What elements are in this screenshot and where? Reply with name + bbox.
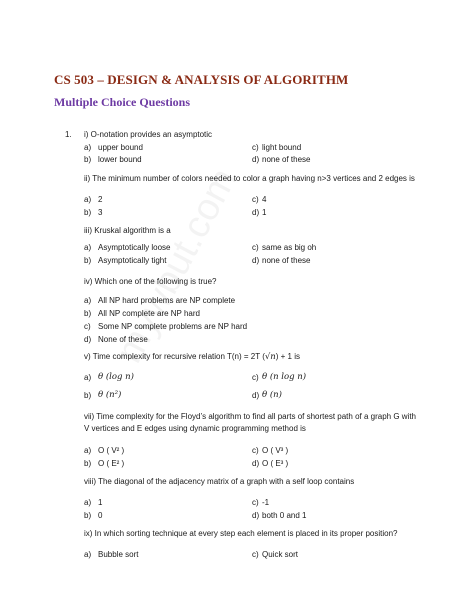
option-label: a) [84, 498, 92, 507]
option-text: 2 [98, 195, 103, 204]
option-label: d) [84, 335, 92, 344]
option-text: θ (n log n) [262, 372, 307, 382]
option-text: both 0 and 1 [262, 511, 307, 520]
option-label: c) [252, 143, 259, 152]
option-text: lower bound [98, 155, 142, 164]
question-text: iii) Kruskal algorithm is a [84, 226, 171, 235]
question-text-suffix: ) + 1 is [275, 352, 300, 361]
option-text: same as big oh [262, 243, 317, 252]
question-text: ix) In which sorting technique at every step each element is placed in its proper position? [84, 529, 398, 538]
option-label: a) [84, 446, 92, 455]
option-label: d) [252, 511, 260, 520]
option-label: d) [252, 256, 260, 265]
option-label: c) [252, 243, 259, 252]
option-label: b) [84, 511, 92, 520]
option-label: d) [252, 459, 260, 468]
option-label: b) [84, 309, 92, 318]
option-text: All NP complete are NP hard [98, 309, 200, 318]
option-label: b) [84, 155, 92, 164]
option-text: O ( V³ ) [262, 446, 289, 455]
question-text: iv) Which one of the following is true? [84, 277, 217, 286]
option-label: a) [84, 550, 92, 559]
option-text: θ (n²) [98, 390, 122, 400]
option-text: O ( E³ ) [262, 459, 289, 468]
option-label: a) [84, 296, 92, 305]
option-label: b) [84, 391, 92, 400]
option-label: a) [84, 373, 92, 382]
question-text: viii) The diagonal of the adjacency matrix of a graph with a self loop contains [84, 477, 355, 486]
option-label: c) [252, 550, 259, 559]
option-text: light bound [262, 143, 302, 152]
document-subtitle: Multiple Choice Questions [54, 95, 191, 109]
question-text: ii) The minimum number of colors needed to color a graph having n>3 vertices and 2 edges is [84, 174, 415, 183]
question-number: 1. [65, 130, 72, 139]
option-text: 1 [98, 498, 103, 507]
option-label: b) [84, 459, 92, 468]
question-text-prefix: v) Time complexity for recursive relation T(n) = 2T ( [84, 352, 265, 361]
option-text: O ( V² ) [98, 446, 125, 455]
option-label: a) [84, 195, 92, 204]
question-text: i) O-notation provides an asymptotic [84, 130, 213, 139]
option-text: Some NP complete problems are NP hard [98, 322, 248, 331]
option-label: d) [252, 391, 260, 400]
option-label: b) [84, 208, 92, 217]
option-text: upper bound [98, 143, 143, 152]
option-text: none of these [262, 155, 311, 164]
option-text: 1 [262, 208, 267, 217]
option-text: none of these [262, 256, 311, 265]
option-label: c) [252, 446, 259, 455]
option-text: Asymptotically loose [98, 243, 171, 252]
option-text: Asymptotically tight [98, 256, 167, 265]
option-text: None of these [98, 335, 148, 344]
question-text-line-1: vii) Time complexity for the Floyd’s algorithm to find all parts of shortest path of a graph G with [84, 412, 416, 421]
option-label: c) [84, 322, 91, 331]
option-text: -1 [262, 498, 270, 507]
question-text-line-2: V vertices and E edges using dynamic programming method is [84, 424, 306, 433]
option-label: c) [252, 195, 259, 204]
option-label: a) [84, 243, 92, 252]
option-label: c) [252, 373, 259, 382]
option-text: 4 [262, 195, 267, 204]
option-text: 3 [98, 208, 103, 217]
option-text: Bubble sort [98, 550, 139, 559]
option-text: 0 [98, 511, 103, 520]
option-text: θ (log n) [98, 372, 134, 382]
option-label: c) [252, 498, 259, 507]
option-label: b) [84, 256, 92, 265]
sqrt-n-expression: √n [264, 352, 276, 362]
option-label: d) [252, 208, 260, 217]
option-text: θ (n) [262, 390, 282, 400]
option-text: All NP hard problems are NP complete [98, 296, 236, 305]
option-text: Quick sort [262, 550, 299, 559]
option-text: O ( E² ) [98, 459, 125, 468]
option-label: d) [252, 155, 260, 164]
document-title: CS 503 – DESIGN & ANALYSIS OF ALGORITHM [54, 72, 349, 87]
option-label: a) [84, 143, 92, 152]
question-text [84, 352, 300, 362]
